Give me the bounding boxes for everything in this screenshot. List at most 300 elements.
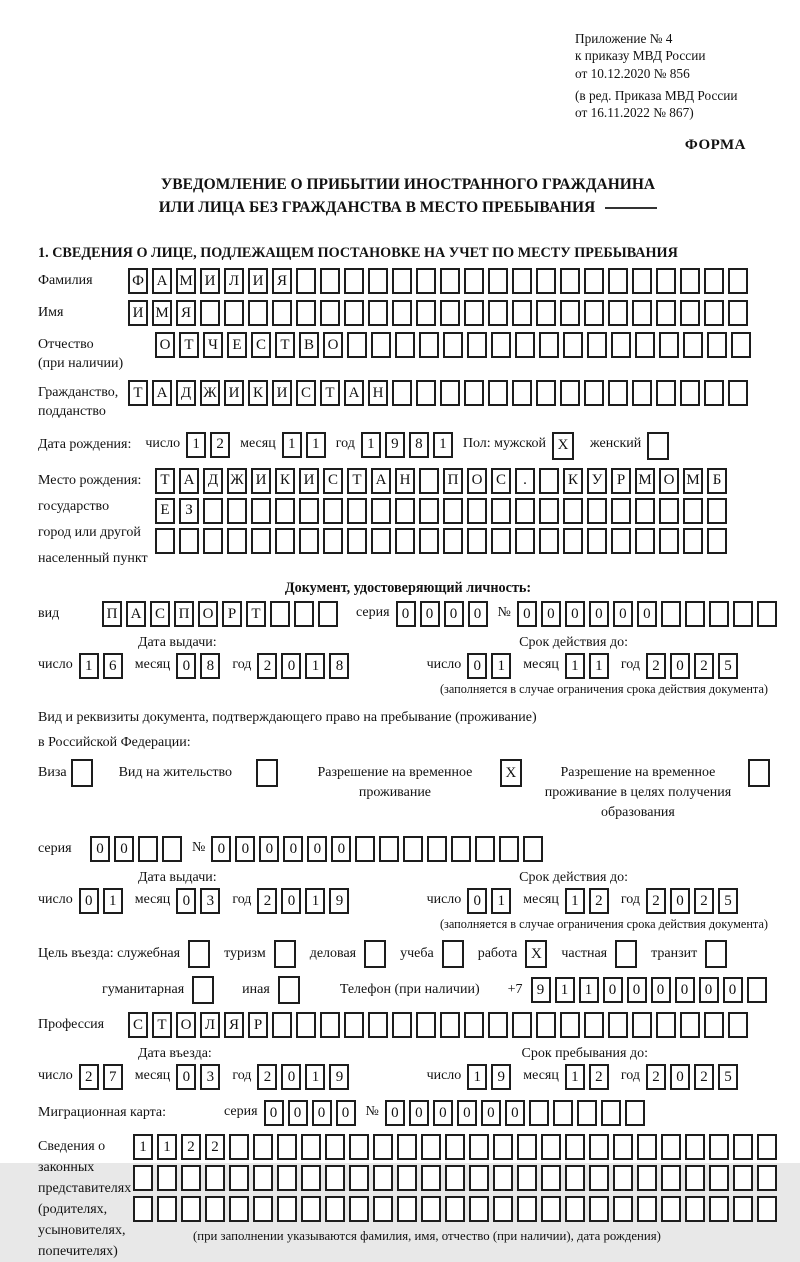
char-cell [632,268,652,294]
char-cell [584,1012,604,1038]
char-cell [539,528,559,554]
char-cell [464,380,484,406]
char-cell [589,1165,609,1191]
char-cell: Н [368,380,388,406]
char-cell [659,332,679,358]
char-cell: М [176,268,196,294]
char-cell: X [525,940,547,968]
char-cell [403,836,423,862]
char-cell: 0 [281,888,301,914]
char-cell [541,1196,561,1222]
char-cell [416,300,436,326]
char-cell [253,1165,273,1191]
char-cell [442,940,464,968]
char-cell [205,1165,225,1191]
char-cell [637,1165,657,1191]
char-cell [203,528,223,554]
char-cell [445,1134,465,1160]
char-cell: 0 [565,601,585,627]
doc-seriya-boxes [396,601,492,627]
doc-expiry-year-boxes [646,653,742,679]
purpose-work: работа X [478,940,552,968]
char-cell: А [152,268,172,294]
month-label: месяц [240,435,276,451]
citizenship-label2: подданство [38,404,106,420]
char-cell: 0 [637,601,657,627]
char-cell [632,300,652,326]
char-cell [419,498,439,524]
char-cell [278,976,300,1004]
char-cell [733,1196,753,1222]
char-cell [440,380,460,406]
char-cell [464,300,484,326]
char-cell [323,528,343,554]
char-cell [611,528,631,554]
char-cell [560,268,580,294]
birthplace-label: государство [38,498,110,514]
day-label: число [38,1068,73,1084]
char-cell: У [587,468,607,494]
char-cell [296,268,316,294]
char-cell [421,1134,441,1160]
char-cell [467,528,487,554]
char-cell [200,300,220,326]
char-cell: С [251,332,271,358]
char-cell: 0 [176,888,196,914]
char-cell: 1 [79,653,99,679]
char-cell [705,940,727,968]
char-cell [373,1165,393,1191]
char-cell [419,528,439,554]
char-cell [251,528,271,554]
char-cell [229,1165,249,1191]
representatives-block [38,1134,778,1262]
option-visa: Виза [38,759,97,787]
char-cell: 1 [491,653,511,679]
mc-number-boxes [385,1100,649,1126]
stay-until-date [427,1064,750,1090]
char-cell [368,268,388,294]
char-cell [587,528,607,554]
char-cell [181,1165,201,1191]
official-checkbox [188,940,214,968]
char-cell [728,300,748,326]
year-label: год [620,892,640,908]
permit-issue-date [38,888,361,914]
char-cell: 0 [468,601,488,627]
char-cell [565,1165,585,1191]
birthplace-row2-boxes [155,498,731,524]
char-cell: 2 [181,1134,201,1160]
char-cell [635,498,655,524]
char-cell [611,498,631,524]
char-cell: 0 [603,977,623,1003]
char-cell [584,300,604,326]
sex-female-checkbox [647,432,673,460]
char-cell [467,332,487,358]
char-cell [747,977,767,1003]
char-cell: 0 [307,836,327,862]
char-cell: И [128,300,148,326]
char-cell [162,836,182,862]
char-cell [589,1196,609,1222]
char-cell [272,1012,292,1038]
char-cell [443,498,463,524]
appendix-reference [575,30,760,121]
char-cell [392,380,412,406]
char-cell: О [155,332,175,358]
residence-permit-checkbox [256,759,282,787]
mc-number-label: № [365,1104,379,1120]
permit-number-boxes [211,836,547,862]
char-cell: Т [246,601,266,627]
char-cell [395,528,415,554]
char-cell: 2 [210,432,230,458]
char-cell [347,498,367,524]
char-cell: X [500,759,522,787]
char-cell: 9 [385,432,405,458]
char-cell: И [224,380,244,406]
char-cell: 0 [331,836,351,862]
month-label: месяц [134,1068,171,1084]
char-cell: 0 [457,1100,477,1126]
char-cell: 0 [481,1100,501,1126]
identity-doc-heading: Документ, удостоверяющий личность: [284,580,532,597]
day-label: число [145,435,181,451]
patronymic-label2: (при наличии) [38,356,124,372]
char-cell [733,1134,753,1160]
char-cell [229,1134,249,1160]
char-cell: 1 [565,1064,585,1090]
char-cell: 0 [211,836,231,862]
stay-until-heading: Срок пребывания до: [521,1046,648,1062]
char-cell [536,300,556,326]
char-cell: Ж [200,380,220,406]
char-cell [659,498,679,524]
char-cell: 0 [589,601,609,627]
char-cell [397,1196,417,1222]
char-cell [515,528,535,554]
char-cell [320,300,340,326]
char-cell: 0 [699,977,719,1003]
char-cell: 2 [694,888,714,914]
stay-day-boxes [467,1064,515,1090]
char-cell: 6 [103,653,123,679]
char-cell: 0 [670,653,690,679]
char-cell [680,300,700,326]
char-cell: А [179,468,199,494]
sex-female-label: женский [590,435,642,451]
char-cell [440,1012,460,1038]
char-cell: Е [155,498,175,524]
birthdate-label: Дата рождения: [38,436,132,452]
char-cell [512,1012,532,1038]
char-cell: А [126,601,146,627]
char-cell [419,332,439,358]
char-cell: Н [395,468,415,494]
temp-residence-checkbox [500,759,526,787]
char-cell: С [323,468,343,494]
char-cell [680,380,700,406]
char-cell [493,1134,513,1160]
doc-number-label: № [497,605,511,621]
char-cell: Е [227,332,247,358]
permit-expiry-month-boxes [565,888,613,914]
char-cell: 2 [694,653,714,679]
char-cell: 2 [205,1134,225,1160]
char-cell [469,1196,489,1222]
char-cell: Л [200,1012,220,1038]
business-checkbox [364,940,390,968]
char-cell [379,836,399,862]
char-cell: 0 [396,601,416,627]
tourism-checkbox [274,940,300,968]
char-cell [632,380,652,406]
char-cell [577,1100,597,1126]
representatives-note: (при заполнении указываются фамилия, имя, отчество (при наличии), дата рождения) [193,1229,661,1244]
char-cell [728,1012,748,1038]
restriction-note: (заполняется в случае ограничения срока действия документа) [439,917,768,932]
month-label: месяц [523,892,559,908]
char-cell [275,528,295,554]
char-cell [656,300,676,326]
char-cell: 1 [589,653,609,679]
char-cell: 0 [627,977,647,1003]
char-cell [584,380,604,406]
day-label: число [38,657,73,673]
char-cell [608,1012,628,1038]
birth-year-boxes [361,432,457,458]
char-cell [371,332,391,358]
char-cell [493,1196,513,1222]
char-cell: 2 [589,1064,609,1090]
char-cell: 8 [329,653,349,679]
char-cell [685,1134,705,1160]
revision-line: от 16.11.2022 № 867) [575,105,694,121]
year-label: год [620,1068,640,1084]
char-cell: Т [347,468,367,494]
study-checkbox [442,940,468,968]
restriction-note: (заполняется в случае ограничения срока действия документа) [439,682,768,697]
doc-expiry-month-boxes [565,653,613,679]
purpose-business: деловая [310,940,390,968]
permit-seriya-label: серия [38,841,72,857]
mc-seriya-boxes [264,1100,360,1126]
char-cell [301,1165,321,1191]
surname-boxes [128,268,752,294]
month-label: месяц [523,1068,559,1084]
char-cell [347,332,367,358]
char-cell [656,380,676,406]
char-cell [637,1196,657,1222]
char-cell [157,1196,177,1222]
char-cell [440,268,460,294]
char-cell [355,836,375,862]
doc-issue-heading: Дата выдачи: [138,635,217,651]
char-cell [421,1165,441,1191]
char-cell: Я [272,268,292,294]
char-cell [373,1196,393,1222]
char-cell: 1 [305,1064,325,1090]
char-cell [683,498,703,524]
char-cell: И [272,380,292,406]
char-cell: И [299,468,319,494]
char-cell [563,332,583,358]
char-cell [539,468,559,494]
char-cell: 1 [103,888,123,914]
surname-label: Фамилия [38,273,93,289]
char-cell [704,380,724,406]
char-cell [635,332,655,358]
char-cell [536,268,556,294]
char-cell [608,380,628,406]
char-cell [589,1134,609,1160]
private-checkbox [615,940,641,968]
year-label: год [620,657,640,673]
char-cell: О [467,468,487,494]
char-cell [709,1196,729,1222]
char-cell: 2 [646,1064,666,1090]
char-cell [707,498,727,524]
residence-doc-heading2: в Российской Федерации: [38,735,191,751]
char-cell: 0 [444,601,464,627]
char-cell [491,332,511,358]
char-cell: 0 [176,1064,196,1090]
purpose-private: частная [561,940,641,968]
char-cell [373,1134,393,1160]
char-cell [685,601,705,627]
char-cell: А [152,380,172,406]
char-cell: 1 [305,888,325,914]
char-cell [661,1165,681,1191]
doc-issue-year-boxes [257,653,353,679]
char-cell [203,498,223,524]
char-cell: Р [248,1012,268,1038]
char-cell: 0 [420,601,440,627]
temp-residence-education-checkbox [748,759,774,787]
char-cell: Ч [203,332,223,358]
char-cell: 0 [517,601,537,627]
char-cell [680,1012,700,1038]
char-cell [560,380,580,406]
char-cell: М [635,468,655,494]
title-blank-line [605,207,657,209]
char-cell [637,1134,657,1160]
char-cell: 2 [589,888,609,914]
char-cell [611,332,631,358]
char-cell: Д [203,468,223,494]
char-cell [270,601,290,627]
char-cell [277,1165,297,1191]
char-cell [728,380,748,406]
char-cell [464,1012,484,1038]
char-cell [416,380,436,406]
birth-day-boxes [186,432,234,458]
char-cell [488,380,508,406]
doc-issue-month-boxes [176,653,224,679]
char-cell: 0 [385,1100,405,1126]
char-cell: 0 [312,1100,332,1126]
char-cell [451,836,471,862]
purpose-official: Цель въезда: служебная [38,940,214,968]
char-cell [565,1196,585,1222]
char-cell: 1 [433,432,453,458]
permit-expiry-date [427,888,750,914]
char-cell: Ж [227,468,247,494]
char-cell [253,1196,273,1222]
char-cell [421,1196,441,1222]
char-cell [601,1100,621,1126]
patronymic-label: Отчество [38,337,94,353]
permit-expiry-year-boxes [646,888,742,914]
permit-seriya-boxes [90,836,186,862]
char-cell [704,268,724,294]
char-cell: 0 [283,836,303,862]
char-cell: 2 [257,653,277,679]
char-cell [392,1012,412,1038]
char-cell: 0 [90,836,110,862]
mc-seriya-label: серия [224,1104,258,1120]
char-cell [584,268,604,294]
char-cell: М [683,468,703,494]
char-cell [325,1196,345,1222]
char-cell [704,1012,724,1038]
char-cell [368,1012,388,1038]
rep-label-line: усыновителях, [38,1223,126,1239]
char-cell [227,528,247,554]
entry-month-boxes [176,1064,224,1090]
rep-label-line: (родителях, [38,1202,108,1218]
char-cell [443,528,463,554]
char-cell [515,498,535,524]
char-cell: 2 [646,888,666,914]
sex-male-label: Пол: мужской [462,435,547,451]
citizenship-boxes [128,380,752,406]
profession-boxes [128,1012,752,1038]
phone-prefix: +7 [507,982,523,998]
char-cell [296,1012,316,1038]
char-cell: Л [224,268,244,294]
char-cell [709,601,729,627]
char-cell [560,1012,580,1038]
char-cell: 9 [491,1064,511,1090]
purpose-tourism: туризм [224,940,300,968]
char-cell [318,601,338,627]
year-label: год [232,892,252,908]
char-cell: X [552,432,574,460]
char-cell: 2 [79,1064,99,1090]
char-cell: 0 [723,977,743,1003]
char-cell [272,300,292,326]
char-cell: 1 [157,1134,177,1160]
transit-checkbox [705,940,731,968]
entry-date [38,1064,361,1090]
permit-expiry-heading: Срок действия до: [519,870,628,886]
visa-checkbox [71,759,97,787]
char-cell: 8 [200,653,220,679]
char-cell: П [443,468,463,494]
doc-issue-date [38,653,361,679]
char-cell [608,268,628,294]
char-cell [445,1165,465,1191]
doc-kind-boxes [102,601,342,627]
char-cell [157,1165,177,1191]
char-cell: 1 [306,432,326,458]
residence-doc-heading1: Вид и реквизиты документа, подтверждающего право на пребывание (проживание) [38,710,537,726]
char-cell [587,498,607,524]
char-cell [71,759,93,787]
birthplace-label: населенный пункт [38,550,148,566]
